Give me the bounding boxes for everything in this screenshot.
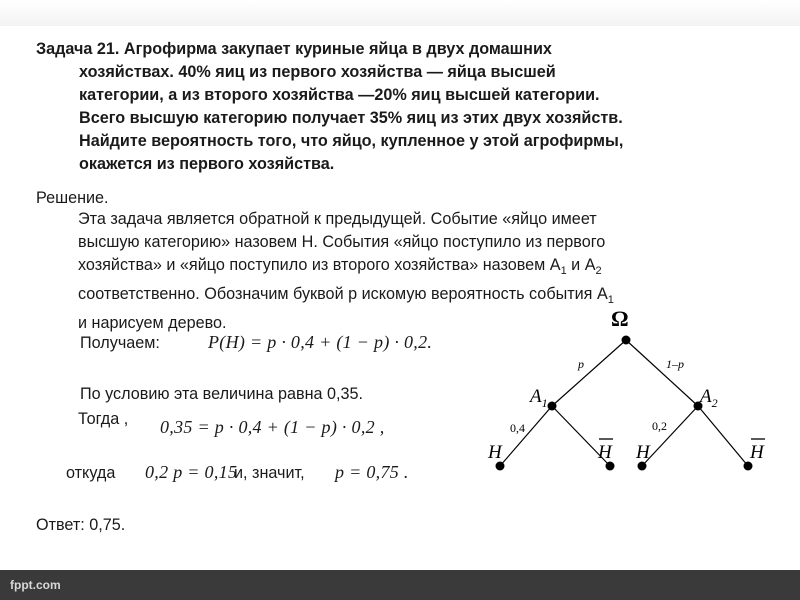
edge-root-a2 xyxy=(626,340,698,406)
top-bar xyxy=(0,0,800,26)
left-branch-prob: p xyxy=(578,357,584,371)
root-label: Ω xyxy=(611,306,629,331)
problem-line: Всего высшую категорию получает 35% яиц из этих двух хозяйств. xyxy=(79,109,623,127)
leaf-h1-label: H xyxy=(488,442,502,463)
solution-line: соответственно. Обозначим буквой р искомую вероятность события $А_1$ xyxy=(78,285,614,307)
node-root xyxy=(622,336,631,345)
problem-line: категории, а из второго хозяйства —20% яиц высшей категории. xyxy=(79,86,600,104)
formula-equation: 0,35 = p · 0,4 + (1 − p) · 0,2 , xyxy=(160,417,385,437)
edge-a1-h xyxy=(500,406,552,466)
and-thus-label: и, значит, xyxy=(234,464,305,482)
footer-bar xyxy=(0,570,800,600)
problem-line: Задача 21. Агрофирма закупает куриные яйца в двух домашних xyxy=(36,40,552,58)
solution-line: хозяйства» и «яйцо поступило из второго хозяйства» назовем $A_1$ и $A_2$ xyxy=(78,256,602,278)
solution-heading: Решение. xyxy=(36,189,109,207)
solution-line: высшую категорию» назовем H. События «яйцо поступило из первого xyxy=(78,233,606,251)
problem-line: окажется из первого хозяйства. xyxy=(79,155,335,173)
node-a2-label: $A_2$ xyxy=(700,386,718,410)
problem-statement xyxy=(36,38,766,176)
right-branch-prob: 1–p xyxy=(666,357,684,371)
edge-root-a1 xyxy=(552,340,626,406)
right-leaf-prob: 0,2 xyxy=(652,419,667,433)
edge-a2-hbar xyxy=(698,406,748,466)
answer: Ответ: 0,75. xyxy=(36,516,126,534)
edge-a2-h xyxy=(642,406,698,466)
left-leaf-prob: 0,4 xyxy=(510,421,525,435)
formula-probability: P(H) = p · 0,4 + (1 − p) · 0,2. xyxy=(208,332,433,352)
leaf-hbar2-label: H xyxy=(750,442,764,463)
obtain-label: Получаем: xyxy=(80,334,160,352)
condition-text: По условию эта величина равна 0,35. xyxy=(80,385,364,403)
probability-tree xyxy=(470,298,790,488)
footer-site-logo[interactable]: fppt.com xyxy=(10,578,61,592)
leaf-h2-label: H xyxy=(636,442,650,463)
formula-result: p = 0,75 . xyxy=(335,462,409,482)
node-a1 xyxy=(548,402,557,411)
solution-line: Эта задача является обратной к предыдущей. Событие «яйцо имеет xyxy=(78,210,597,228)
solution-line: и нарисуем дерево. xyxy=(78,314,227,333)
formula-intermediate: 0,2 p = 0,15 xyxy=(145,462,238,482)
node-a1-label: $A_1$ xyxy=(530,386,548,410)
problem-line: Найдите вероятность того, что яйцо, купленное у этой агрофирмы, xyxy=(79,132,624,150)
whence-label: откуда xyxy=(66,464,116,482)
problem-line: хозяйствах. 40% яиц из первого хозяйства — яйца высшей xyxy=(79,63,556,81)
leaf-hbar1-label: H xyxy=(598,442,612,463)
then-label: Тогда , xyxy=(78,410,129,428)
